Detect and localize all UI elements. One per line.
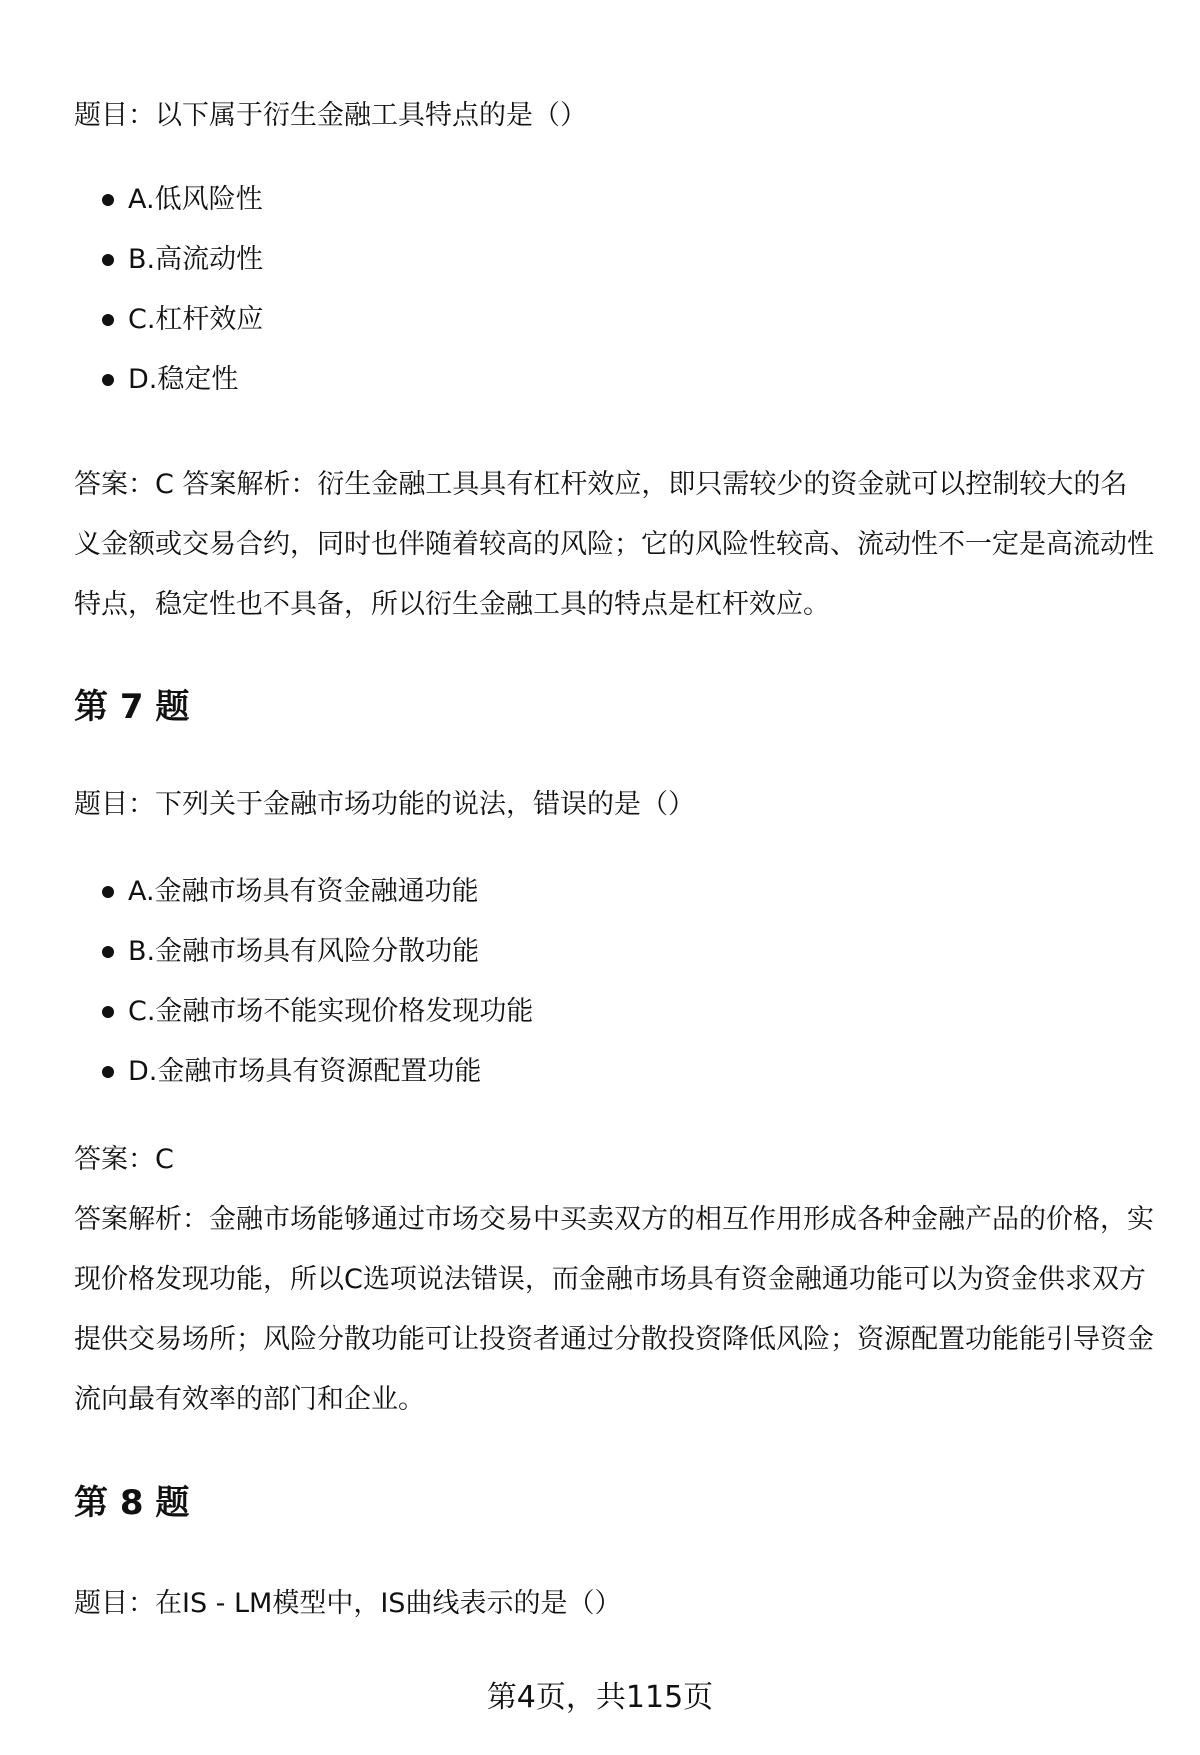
option-item [74,240,1154,300]
q8-heading: 第 8 题 [74,1483,190,1523]
option-item [74,872,1154,932]
option-item [74,300,1154,360]
option-label: A.低风险性 [128,184,263,215]
page-number-footer: 第4页，共115页 [486,1680,714,1715]
bullet-icon [102,194,114,206]
option-item [74,360,1154,420]
option-label: D.稳定性 [128,364,239,395]
q7-answer: 答案：C [74,1144,174,1175]
option-label: B.高流动性 [128,244,264,275]
bullet-icon [102,1006,114,1018]
option-item [74,1052,1154,1112]
q7-options [74,872,1154,1112]
option-label: D.金融市场具有资源配置功能 [128,1056,482,1087]
option-label: B.金融市场具有风险分散功能 [128,936,480,967]
q6-options [74,180,1154,420]
option-item [74,932,1154,992]
q8-stem: 题目：在IS - LM模型中，IS曲线表示的是（） [74,1588,622,1619]
option-item [74,180,1154,240]
option-label: A.金融市场具有资金融通功能 [128,876,479,907]
q7-stem: 题目：下列关于金融市场功能的说法，错误的是（） [74,789,695,820]
bullet-icon [102,254,114,266]
option-label: C.金融市场不能实现价格发现功能 [128,996,534,1027]
q6-stem: 题目：以下属于衍生金融工具特点的是（） [74,100,587,131]
option-item [74,992,1154,1052]
option-label: C.杠杆效应 [128,304,264,335]
q7-heading: 第 7 题 [74,687,190,727]
q6-answer-explanation: 答案：C 答案解析：衍生金融工具具有杠杆效应，即只需较少的资金就可以控制较大的名义金额或交易合约，同时也伴随着较高的风险；它的风险性较高、流动性不一定是高流动性特点，稳定性也不具备，所以衍生金融工具的特点是杠杆效应。 [74,469,1154,620]
q7-explanation: 答案解析：金融市场能够通过市场交易中买卖双方的相互作用形成各种金融产品的价格，实现价格发现功能，所以C选项说法错误，而金融市场具有资金融通功能可以为资金供求双方提供交易场所；风险分散功能可让投资者通过分散投资降低风险；资源配置功能能引导资金流向最有效率的部门和企业。 [74,1204,1154,1415]
bullet-icon [102,1066,114,1078]
bullet-icon [102,886,114,898]
bullet-icon [102,374,114,386]
bullet-icon [102,314,114,326]
bullet-icon [102,946,114,958]
